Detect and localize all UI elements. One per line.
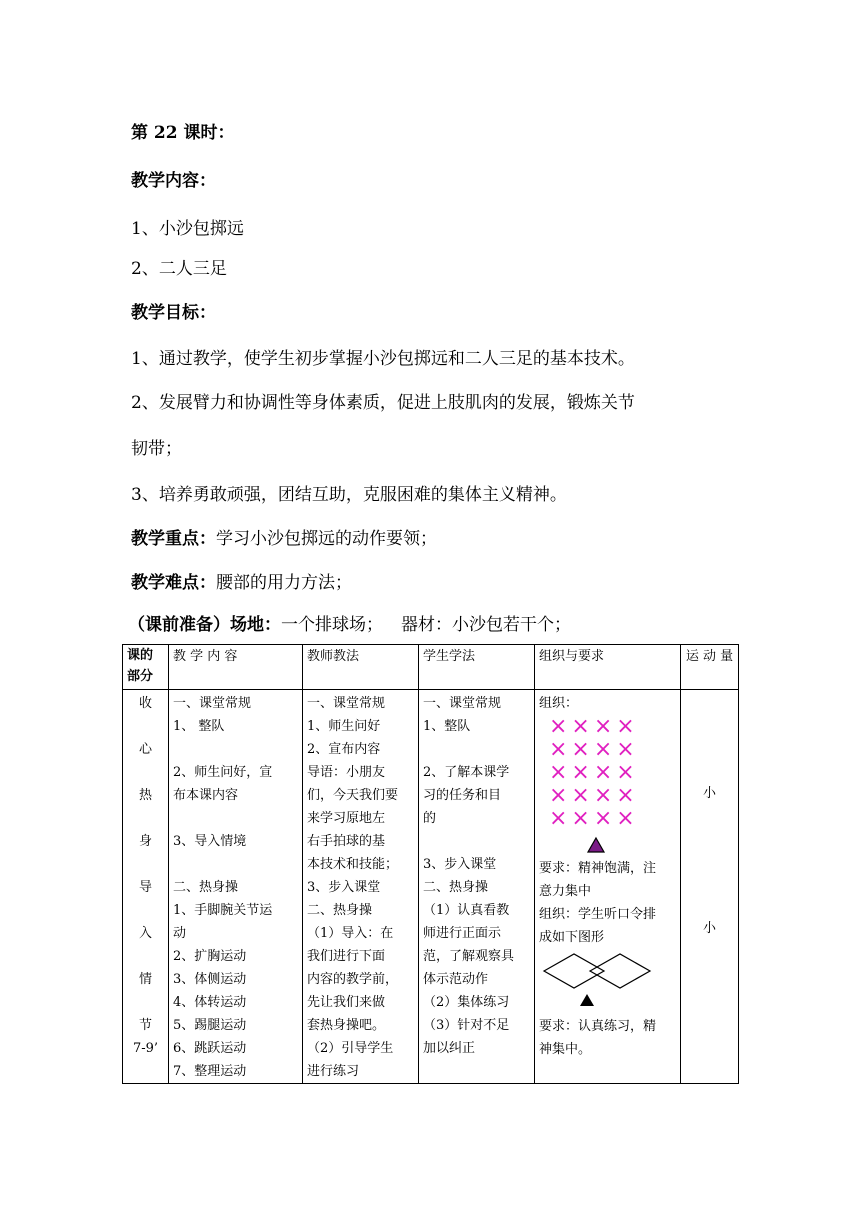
cross-row: ×××× — [549, 760, 639, 785]
teacher-marker — [539, 830, 676, 857]
header-teacher: 教师教法 — [303, 645, 419, 690]
content-item: 2、二人三足 — [131, 259, 227, 279]
prep-line — [128, 610, 571, 635]
cross-row: ×××× — [549, 714, 639, 739]
goals-heading: 教学目标： — [131, 303, 216, 323]
goal-item-cont: 韧带； — [131, 439, 182, 459]
difficulty-text: 腰部的用力方法； — [216, 573, 352, 593]
cross-row: ×××× — [549, 737, 639, 762]
header-content: 教 学 内 容 — [169, 645, 303, 690]
load-value: 小 — [702, 786, 716, 801]
diamond-diagram — [539, 949, 676, 1015]
goal-item: 3、培养勇敢顽强，团结互助，克服困难的集体主义精神。 — [131, 485, 567, 505]
difficulty — [131, 568, 352, 593]
table-row — [123, 690, 739, 1084]
lesson-number: 第 22 课时： — [131, 123, 235, 143]
prep-venue: 一个排球场； — [281, 615, 383, 635]
cross-row: ×××× — [549, 783, 639, 808]
table-header-row — [123, 645, 739, 690]
prep-label: （课前准备）场地： — [128, 615, 281, 635]
teacher-cell: 一、课堂常规 1、师生问好 2、宣布内容 导语：小朋友 们，今天我们要 来学习原地左 右手拍球的基 本技术和技能； 3、步入课堂 二、热身操 （1）导入：在 我们进行下面 内容的教学前， 先让我们来做 套热身操吧。 （2）引导学生 进行练习 — [303, 690, 419, 1084]
load-value: 小 — [702, 921, 716, 936]
content-heading: 教学内容： — [131, 171, 216, 191]
formation-grid — [539, 715, 676, 830]
cross-row: ×××× — [549, 806, 639, 831]
prep-equipment-label: 器材： — [401, 615, 452, 635]
load-cell — [681, 690, 739, 1084]
lesson-plan-table — [122, 644, 739, 1084]
header-part: 课的部分 — [123, 645, 169, 690]
key-text: 学习小沙包掷远的动作要领； — [216, 529, 437, 549]
prep-equipment: 小沙包若干个； — [452, 615, 571, 635]
key-point — [131, 524, 437, 549]
header-load: 运 动 量 — [681, 645, 739, 690]
header-student: 学生学法 — [419, 645, 535, 690]
org-label: 组织： — [539, 696, 579, 711]
goal-item: 2、发展臂力和协调性等身体素质，促进上肢肌肉的发展，锻炼关节 — [131, 393, 635, 413]
part-cell: 收 心 热 身 导 入 情 节 7-9’ — [123, 690, 169, 1084]
org-cell: 组织： ×××× ×××× ×××× ×××× ×××× 要求：精神饱满，注 意力集中 组织：学生听口令排 成如下图形 要求：认真练习，精 神集中。 — [535, 690, 681, 1084]
goal-item: 1、通过教学，使学生初步掌握小沙包掷远和二人三足的基本技术。 — [131, 349, 635, 369]
content-item: 1、小沙包掷远 — [131, 219, 244, 239]
teacher-triangle-icon — [586, 836, 606, 854]
header-org: 组织与要求 — [535, 645, 681, 690]
student-cell: 一、课堂常规 1、整队 2、了解本课学 习的任务和目 的 3、步入课堂 二、热身操 （1）认真看教 师进行正面示 范，了解观察具 体示范动作 （2）集体练习 （3）针对不足 加以纠正 — [419, 690, 535, 1084]
content-cell: 一、课堂常规 1、 整队 2、师生问好，宣 布本课内容 3、导入情境 二、热身操 1、手脚腕关节运 动 2、扩胸运动 3、体侧运动 4、体转运动 5、踢腿运动 6、跳跃运动 7、整理运动 — [169, 690, 303, 1084]
difficulty-label: 教学难点： — [131, 573, 216, 593]
key-label: 教学重点： — [131, 529, 216, 549]
diamond-formation-icon — [541, 949, 661, 1015]
